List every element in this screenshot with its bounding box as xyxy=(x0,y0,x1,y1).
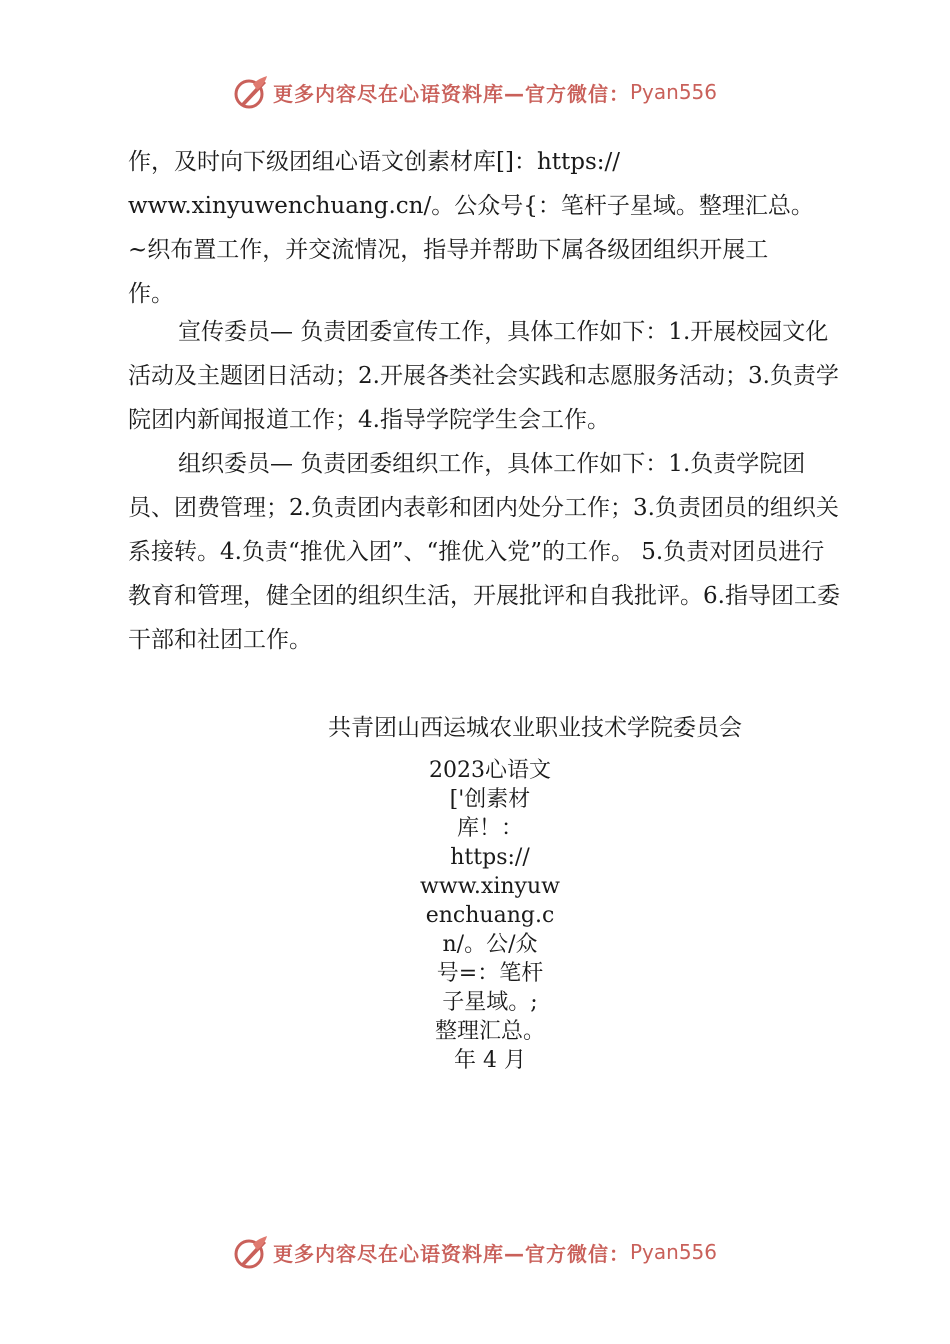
intro-line: 作，及时向下级团组心语文创素材库[]：https:// xyxy=(128,149,621,175)
date-stack-line: enchuang.c xyxy=(425,903,555,928)
date-stack-line: n/。公/众 xyxy=(442,932,538,957)
intro-line: ~织布置工作，并交流情况，指导并帮助下属各级团组织开展工 xyxy=(128,237,769,263)
header-banner-text: 更多内容尽在心语资料库—官方微信： xyxy=(272,81,630,106)
date-stack-line: 年 4 月 xyxy=(454,1048,526,1073)
intro-line: 作。 xyxy=(128,281,174,307)
paragraph-organization: 组织委员— 负责团委组织工作，具体工作如下：1.负责学院团员、团费管理；2.负责团内表彰和团内处分工作；3.负责团员的组织关系接转。4.负责“推优入团”、“推优入党”的工作。 5.负责对团员进行教育和管理，健全团的组织生活，开展批评和自我批评。6.指导团工委干部和社团工作。 xyxy=(128,451,840,653)
header-banner-wechat: Pyan556 xyxy=(629,80,717,104)
date-stack-line: 2023心语文 xyxy=(429,758,551,783)
quill-logo-icon xyxy=(233,1234,269,1270)
footer-banner-text: 更多内容尽在心语资料库—官方微信： xyxy=(272,1241,630,1266)
footer-banner xyxy=(0,1232,950,1272)
date-stack-line: www.xinyuw xyxy=(420,874,560,899)
date-stack xyxy=(390,756,590,1075)
date-stack-line: 整理汇总。 xyxy=(434,1019,545,1044)
footer-banner-wechat: Pyan556 xyxy=(629,1240,717,1264)
intro-block xyxy=(128,140,840,316)
date-stack-line: https:// xyxy=(450,845,530,870)
paragraph-publicity: 宣传委员— 负责团委宣传工作，具体工作如下：1.开展校园文化活动及主题团日活动；2.开展各类社会实践和志愿服务活动；3.负责学院团内新闻报道工作；4.指导学院学生会工作。 xyxy=(128,319,839,433)
date-stack-line: 子星域。; xyxy=(442,990,538,1015)
date-stack-line: ['创素材 xyxy=(449,787,531,812)
header-banner xyxy=(0,72,950,112)
signature: 共青团山西运城农业职业技术学院委员会 xyxy=(328,715,742,741)
intro-line: www.xinyuwenchuang.cn/。公众号{：笔杆子星域。整理汇总。 xyxy=(128,193,814,219)
quill-logo-icon xyxy=(233,74,269,110)
date-stack-line: 库！： xyxy=(456,816,523,841)
date-stack-line: 号=：笔杆 xyxy=(436,961,544,986)
